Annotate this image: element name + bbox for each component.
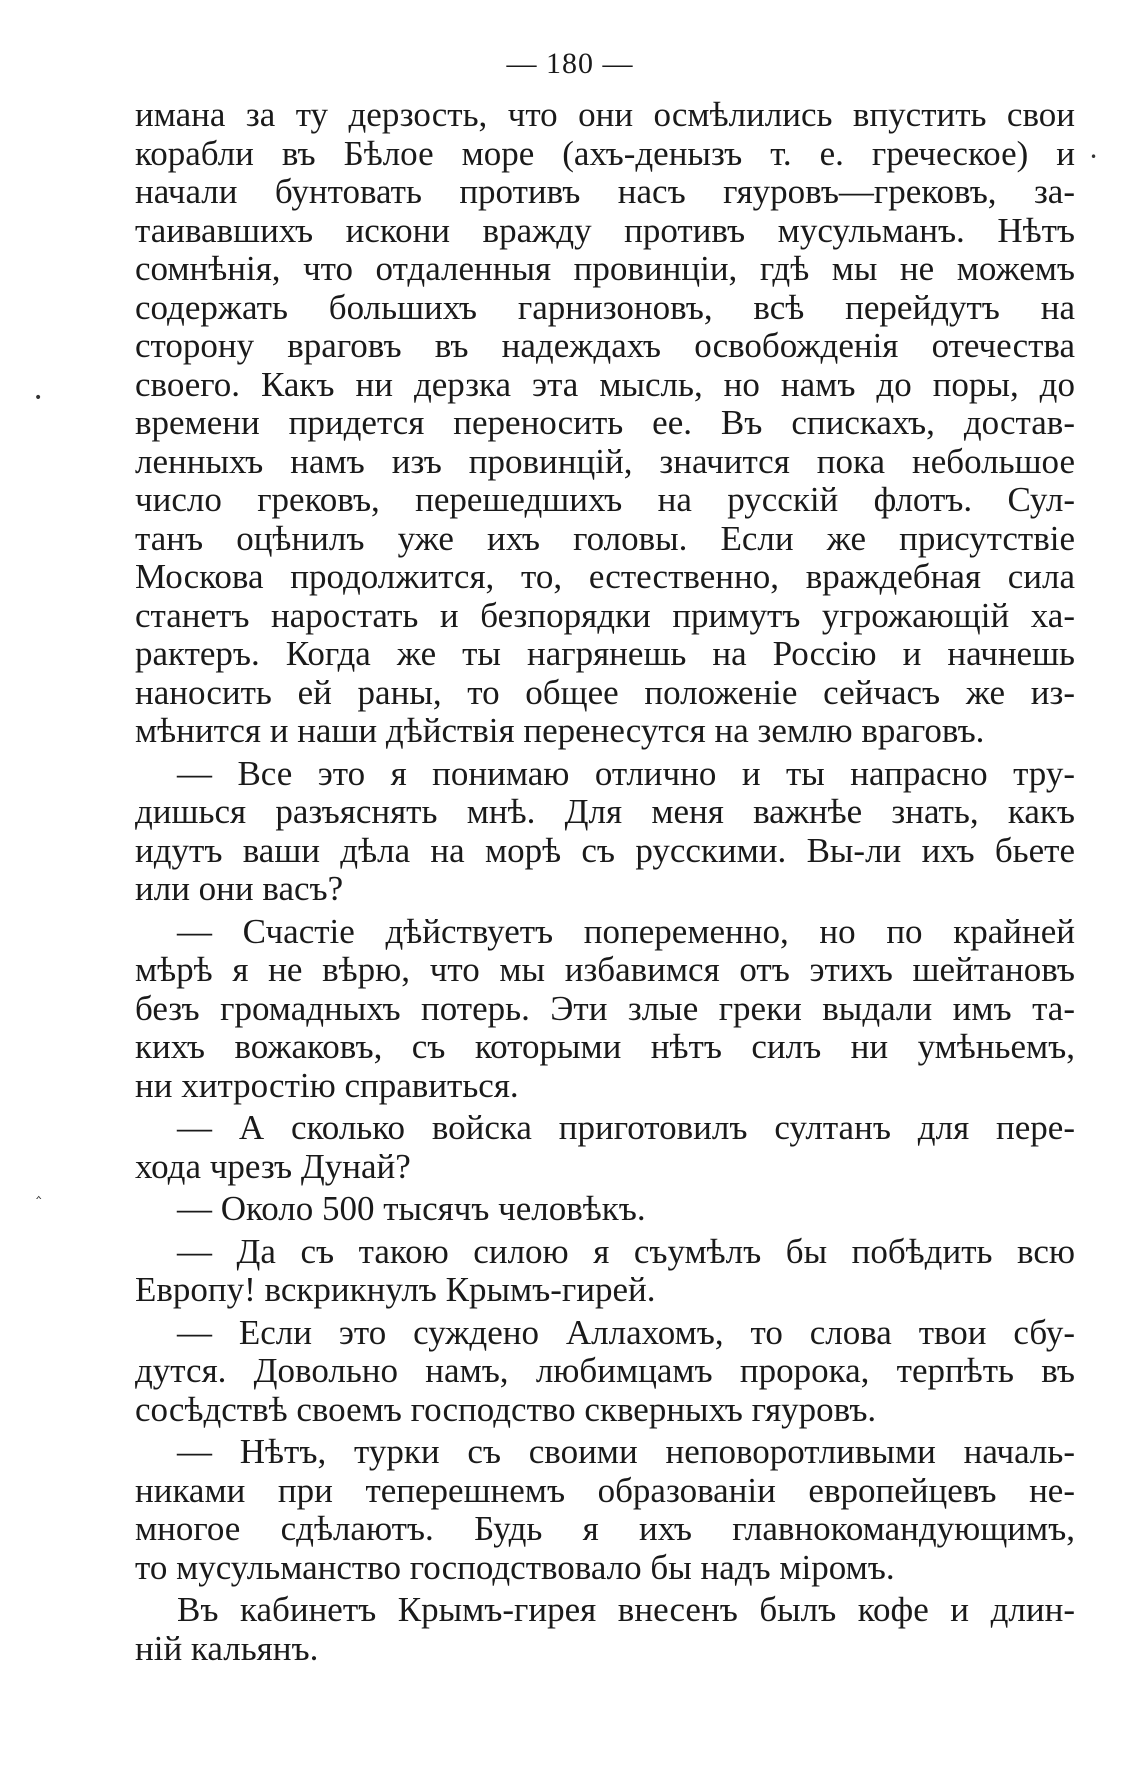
- text-line: ни хитростію справиться.: [135, 1066, 519, 1105]
- page-text: [135, 96, 1075, 1668]
- text-line: мѣнится и наши дѣйствія перенесутся на землю враговъ.: [135, 712, 985, 750]
- text-line: ній кальянъ.: [135, 1629, 319, 1668]
- text-line: идутъ ваши дѣла на морѣ съ русскими. Вы-ли ихъ бьете: [135, 831, 1075, 870]
- text-line: содержать большихъ гарнизоновъ, всѣ перейдутъ на: [135, 288, 1075, 327]
- text-line: корабли въ Бѣлое море (ахъ-денызъ т. е. греческое) и: [135, 134, 1075, 173]
- text-line: мѣрѣ я не вѣрю, что мы избавимся отъ этихъ шейтановъ: [135, 951, 1075, 989]
- text-line: рактеръ. Когда же ты нагрянешь на Россію и начнешь: [135, 635, 1075, 673]
- text-line: многое сдѣлаютъ. Будь я ихъ главнокомандующимъ,: [135, 1510, 1075, 1548]
- text-line: то мусульманство господствовало бы надъ міромъ.: [135, 1548, 895, 1587]
- text-line: имана за ту дерзость, что они осмѣлились впустить свои: [135, 96, 1075, 134]
- margin-speck: •: [34, 390, 43, 406]
- text-line: наносить ей раны, то общее положеніе сейчасъ же из-: [135, 673, 1075, 712]
- text-line: или они васъ?: [135, 870, 344, 908]
- text-line: Европу! вскрикнулъ Крымъ-гирей.: [135, 1271, 656, 1309]
- text-line: безъ громадныхъ потерь. Эти злые греки выдали имъ та-: [135, 989, 1075, 1028]
- text-line: ленныхъ намъ изъ провинцій, значится пока небольшое: [135, 442, 1075, 481]
- paragraph-first-line: — Около 500 тысячъ человѣкъ.: [177, 1190, 646, 1228]
- text-line: хода чрезъ Дунай?: [135, 1147, 411, 1186]
- text-line: станетъ наростать и безпорядки примутъ угрожающій ха-: [135, 596, 1075, 635]
- margin-speck: ‸: [36, 1180, 42, 1199]
- paragraph-first-line: — Все это я понимаю отлично и ты напрасно тру-: [177, 754, 1075, 793]
- text-line: никами при теперешнемъ образованіи европейцевъ не-: [135, 1471, 1075, 1510]
- text-line: Москова продолжится, то, естественно, враждебная сила: [135, 558, 1075, 596]
- margin-speck: •: [1090, 150, 1098, 164]
- paragraph-first-line: — Счастіе дѣйствуетъ попеременно, но по крайней: [177, 912, 1075, 951]
- text-line: сомнѣнія, что отдаленныя провинціи, гдѣ мы не можемъ: [135, 250, 1075, 288]
- text-line: времени придется переносить ее. Въ спискахъ, достав-: [135, 404, 1075, 442]
- text-line: таивавшихъ искони вражду противъ мусульманъ. Нѣтъ: [135, 211, 1075, 250]
- paragraph-first-line: — А сколько войска приготовилъ султанъ для пере-: [177, 1109, 1075, 1147]
- page-number: — 180 —: [506, 47, 634, 80]
- text-line: сторону враговъ въ надеждахъ освобожденія отечества: [135, 327, 1075, 365]
- paragraph-first-line: Въ кабинетъ Крымъ-гирея внесенъ былъ кофе и длин-: [177, 1591, 1075, 1629]
- paragraph-first-line: — Если это суждено Аллахомъ, то слова твои сбу-: [177, 1313, 1075, 1352]
- text-line: начали бунтовать противъ насъ гяуровъ—грековъ, за-: [135, 173, 1075, 211]
- paragraph-first-line: — Нѣтъ, турки съ своими неповоротливыми началь-: [177, 1433, 1075, 1471]
- text-line: дутся. Довольно намъ, любимцамъ пророка, терпѣть въ: [135, 1352, 1075, 1390]
- text-line: кихъ вожаковъ, съ которыми нѣтъ силъ ни умѣньемъ,: [135, 1028, 1075, 1066]
- text-line: дишься разъяснять мнѣ. Для меня важнѣе знать, какъ: [135, 793, 1075, 831]
- text-line: танъ оцѣнилъ уже ихъ головы. Если же присутствіе: [135, 519, 1075, 558]
- paragraph-first-line: — Да съ такою силою я съумѣлъ бы побѣдить всю: [177, 1232, 1075, 1271]
- text-line: сосѣдствѣ своемъ господство скверныхъ гяуровъ.: [135, 1390, 877, 1429]
- text-line: своего. Какъ ни дерзка эта мысль, но намъ до поры, до: [135, 365, 1075, 404]
- text-line: число грековъ, перешедшихъ на русскій флотъ. Сул-: [135, 481, 1075, 519]
